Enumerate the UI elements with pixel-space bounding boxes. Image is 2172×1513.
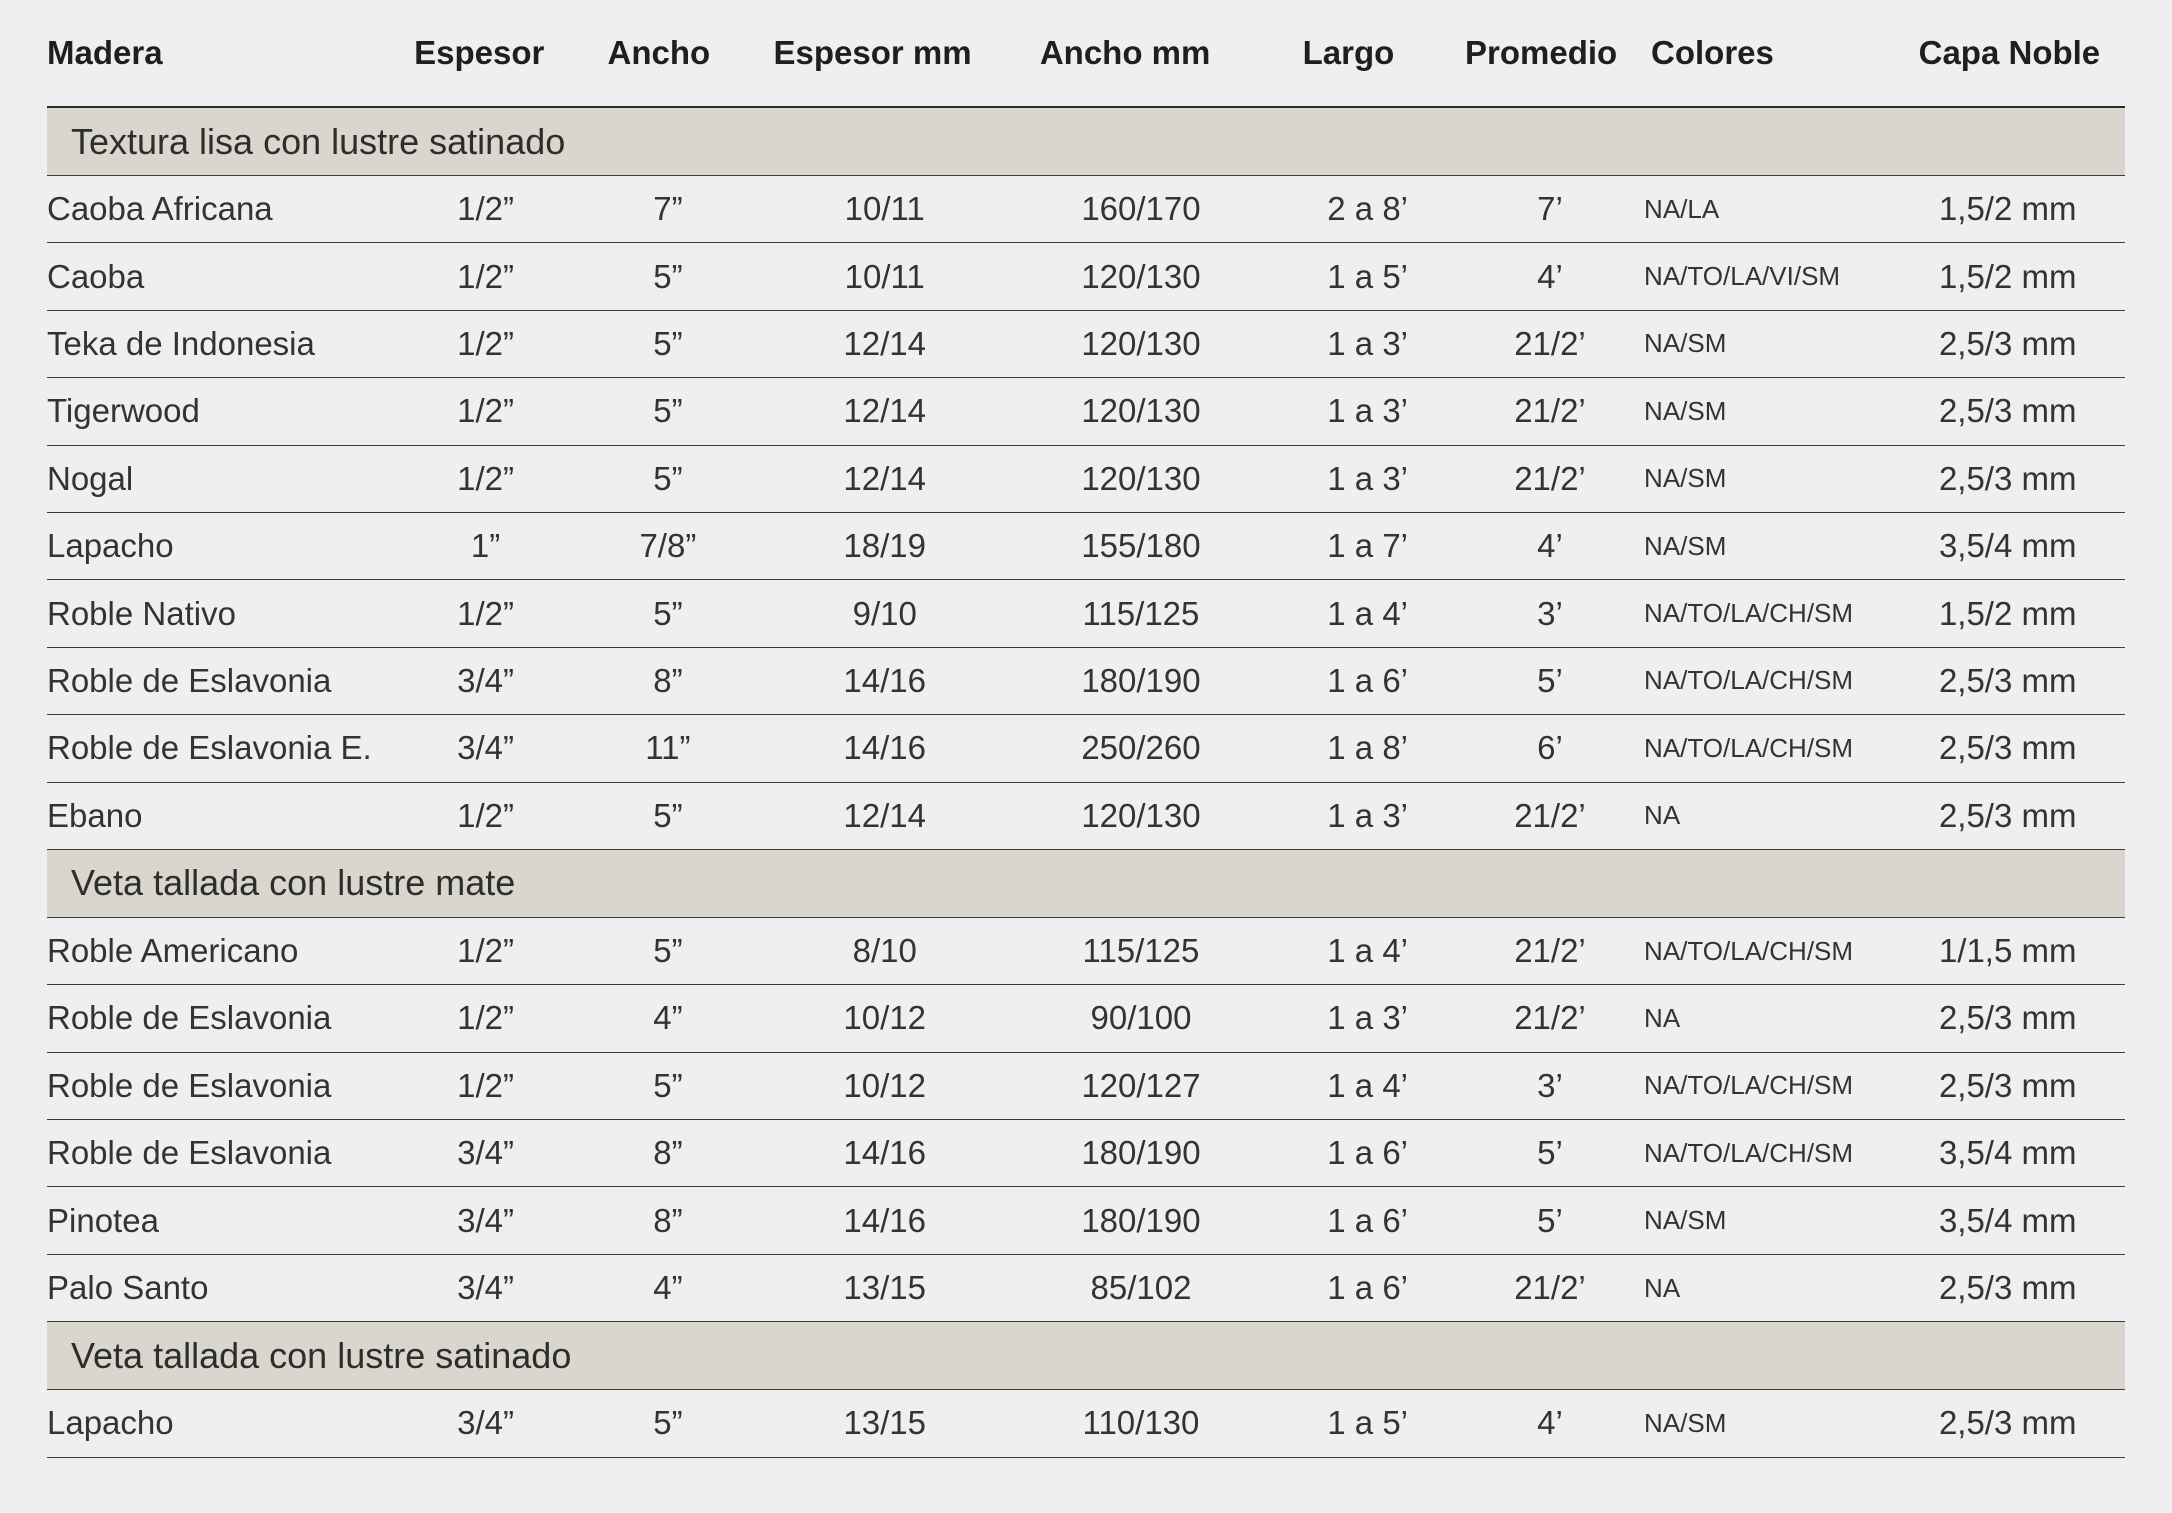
cell-promedio: 21/2’ <box>1514 392 1586 430</box>
table-row <box>47 1120 2125 1187</box>
cell-ancho: 5” <box>653 392 683 430</box>
cell-colores: NA/TO/LA/CH/SM <box>1644 598 1854 629</box>
cell-ancho: 5” <box>653 459 683 497</box>
cell-espesor-mm: 13/15 <box>843 1404 927 1442</box>
cell-largo: 1 a 3’ <box>1327 324 1409 362</box>
cell-madera: Roble Americano <box>47 932 299 970</box>
cell-ancho: 5” <box>653 594 683 632</box>
table-header <box>47 0 2125 108</box>
cell-espesor-mm: 12/14 <box>843 324 927 362</box>
cell-ancho-mm: 110/130 <box>1082 1404 1200 1442</box>
cell-madera: Roble de Eslavonia <box>47 1134 332 1172</box>
cell-espesor: 1/2” <box>457 932 514 970</box>
table-row <box>47 648 2125 715</box>
cell-ancho: 5” <box>653 796 683 834</box>
cell-espesor: 3/4” <box>457 1404 514 1442</box>
cell-colores: NA/TO/LA/CH/SM <box>1644 935 1854 966</box>
table-row <box>47 783 2125 850</box>
cell-capa-noble: 2,5/3 mm <box>1938 729 2077 767</box>
cell-espesor: 1/2” <box>457 459 514 497</box>
cell-capa-noble: 2,5/3 mm <box>1938 1269 2077 1307</box>
cell-capa-noble: 1,5/2 mm <box>1938 257 2077 295</box>
table-row <box>47 1255 2125 1322</box>
cell-ancho-mm: 120/130 <box>1081 324 1201 362</box>
cell-espesor-mm: 9/10 <box>852 594 917 632</box>
cell-largo: 1 a 3’ <box>1327 459 1409 497</box>
table-body <box>47 108 2125 1458</box>
section-header: Textura lisa con lustre satinado <box>47 108 2125 176</box>
cell-madera: Pinotea <box>47 1201 159 1239</box>
cell-ancho-mm: 250/260 <box>1081 729 1201 767</box>
cell-capa-noble: 2,5/3 mm <box>1938 796 2077 834</box>
table-row <box>47 513 2125 580</box>
table-row <box>47 1390 2125 1457</box>
cell-espesor-mm: 12/14 <box>843 796 927 834</box>
cell-espesor: 1/2” <box>457 594 514 632</box>
cell-espesor-mm: 12/14 <box>843 459 927 497</box>
cell-espesor: 1/2” <box>457 1066 514 1104</box>
cell-madera: Nogal <box>47 459 134 497</box>
section-header: Veta tallada con lustre mate <box>47 850 2125 918</box>
cell-promedio: 4’ <box>1537 527 1563 565</box>
cell-promedio: 21/2’ <box>1514 796 1586 834</box>
cell-espesor: 1/2” <box>457 796 514 834</box>
cell-largo: 1 a 4’ <box>1327 1066 1409 1104</box>
cell-ancho: 8” <box>653 1134 683 1172</box>
cell-promedio: 21/2’ <box>1514 324 1586 362</box>
cell-capa-noble: 1,5/2 mm <box>1938 594 2077 632</box>
cell-espesor: 3/4” <box>457 729 514 767</box>
cell-ancho-mm: 90/100 <box>1090 999 1192 1037</box>
table-row <box>47 1053 2125 1120</box>
table-row <box>47 1187 2125 1254</box>
cell-colores: NA <box>1644 1002 1681 1033</box>
cell-ancho-mm: 180/190 <box>1081 1201 1201 1239</box>
cell-colores: NA/SM <box>1644 328 1727 359</box>
cell-ancho-mm: 85/102 <box>1090 1269 1192 1307</box>
cell-largo: 1 a 3’ <box>1327 999 1409 1037</box>
cell-espesor-mm: 8/10 <box>852 932 917 970</box>
section-header: Veta tallada con lustre satinado <box>47 1322 2125 1390</box>
cell-colores: NA/TO/LA/CH/SM <box>1644 665 1854 696</box>
cell-promedio: 3’ <box>1537 594 1563 632</box>
cell-ancho: 8” <box>653 661 683 699</box>
cell-ancho: 5” <box>653 324 683 362</box>
cell-ancho-mm: 120/130 <box>1081 796 1201 834</box>
cell-promedio: 6’ <box>1537 729 1563 767</box>
header-largo: Largo <box>1302 34 1395 71</box>
table-row <box>47 243 2125 310</box>
table-row <box>47 715 2125 782</box>
cell-madera: Lapacho <box>47 527 174 565</box>
header-ancho-mm: Ancho mm <box>1039 34 1211 71</box>
cell-promedio: 5’ <box>1537 1134 1563 1172</box>
cell-ancho: 7/8” <box>639 527 697 565</box>
header-colores: Colores <box>1651 34 1774 71</box>
cell-largo: 1 a 8’ <box>1327 729 1409 767</box>
cell-colores: NA/SM <box>1644 463 1727 494</box>
cell-espesor-mm: 10/12 <box>843 999 927 1037</box>
cell-ancho-mm: 115/125 <box>1082 932 1200 970</box>
cell-madera: Palo Santo <box>47 1269 209 1307</box>
cell-ancho: 4” <box>653 999 683 1037</box>
cell-promedio: 21/2’ <box>1514 459 1586 497</box>
cell-largo: 1 a 6’ <box>1327 1269 1409 1307</box>
header-espesor-mm: Espesor mm <box>773 34 972 71</box>
cell-ancho-mm: 180/190 <box>1081 661 1201 699</box>
cell-ancho-mm: 120/130 <box>1081 392 1201 430</box>
cell-colores: NA/LA <box>1644 193 1720 224</box>
cell-capa-noble: 3,5/4 mm <box>1938 1134 2077 1172</box>
header-ancho: Ancho <box>607 34 711 71</box>
cell-espesor: 1/2” <box>457 392 514 430</box>
cell-colores: NA/TO/LA/CH/SM <box>1644 1070 1854 1101</box>
cell-espesor-mm: 14/16 <box>843 1134 927 1172</box>
cell-ancho-mm: 160/170 <box>1081 190 1201 228</box>
cell-ancho: 7” <box>653 190 683 228</box>
cell-ancho-mm: 180/190 <box>1081 1134 1201 1172</box>
cell-largo: 1 a 5’ <box>1327 257 1409 295</box>
cell-colores: NA <box>1644 800 1681 831</box>
cell-colores: NA/TO/LA/CH/SM <box>1644 1137 1854 1168</box>
cell-espesor: 1/2” <box>457 257 514 295</box>
cell-colores: NA/TO/LA/VI/SM <box>1644 261 1841 292</box>
cell-ancho-mm: 155/180 <box>1081 527 1201 565</box>
cell-ancho: 5” <box>653 932 683 970</box>
cell-colores: NA/TO/LA/CH/SM <box>1644 732 1854 763</box>
table-row <box>47 311 2125 378</box>
cell-capa-noble: 2,5/3 mm <box>1938 661 2077 699</box>
table-row <box>47 985 2125 1052</box>
table-row <box>47 446 2125 513</box>
cell-colores: NA <box>1644 1272 1681 1303</box>
cell-espesor-mm: 14/16 <box>843 661 927 699</box>
cell-espesor: 3/4” <box>457 1269 514 1307</box>
header-madera: Madera <box>47 34 163 71</box>
cell-promedio: 4’ <box>1537 257 1563 295</box>
cell-capa-noble: 2,5/3 mm <box>1938 1404 2077 1442</box>
cell-madera: Roble de Eslavonia <box>47 1066 332 1104</box>
cell-largo: 1 a 6’ <box>1327 1134 1409 1172</box>
cell-capa-noble: 2,5/3 mm <box>1938 459 2077 497</box>
cell-madera: Lapacho <box>47 1404 174 1442</box>
cell-capa-noble: 2,5/3 mm <box>1938 1066 2077 1104</box>
cell-espesor-mm: 13/15 <box>843 1269 927 1307</box>
cell-capa-noble: 3,5/4 mm <box>1938 1201 2077 1239</box>
cell-ancho: 11” <box>645 729 691 767</box>
cell-capa-noble: 2,5/3 mm <box>1938 392 2077 430</box>
cell-ancho: 4” <box>653 1269 683 1307</box>
cell-promedio: 3’ <box>1537 1066 1563 1104</box>
cell-colores: NA/SM <box>1644 395 1727 426</box>
cell-espesor: 3/4” <box>457 1134 514 1172</box>
cell-promedio: 5’ <box>1537 1201 1563 1239</box>
table-row <box>47 378 2125 445</box>
cell-capa-noble: 3,5/4 mm <box>1938 527 2077 565</box>
cell-promedio: 21/2’ <box>1514 999 1586 1037</box>
cell-largo: 1 a 4’ <box>1327 932 1409 970</box>
cell-ancho-mm: 115/125 <box>1082 594 1200 632</box>
cell-espesor: 1/2” <box>457 999 514 1037</box>
cell-ancho: 5” <box>653 1404 683 1442</box>
cell-ancho: 5” <box>653 257 683 295</box>
cell-ancho-mm: 120/127 <box>1081 1066 1201 1104</box>
cell-ancho-mm: 120/130 <box>1081 459 1201 497</box>
cell-ancho-mm: 120/130 <box>1081 257 1201 295</box>
cell-ancho: 5” <box>653 1066 683 1104</box>
cell-colores: NA/SM <box>1644 1407 1727 1438</box>
cell-madera: Teka de Indonesia <box>47 324 315 362</box>
cell-madera: Roble de Eslavonia <box>47 999 332 1037</box>
cell-largo: 1 a 5’ <box>1327 1404 1409 1442</box>
cell-espesor: 3/4” <box>457 1201 514 1239</box>
cell-promedio: 21/2’ <box>1514 1269 1586 1307</box>
cell-promedio: 7’ <box>1537 190 1563 228</box>
cell-madera: Ebano <box>47 796 143 834</box>
cell-ancho: 8” <box>653 1201 683 1239</box>
cell-madera: Roble de Eslavonia E. <box>47 729 372 767</box>
cell-largo: 1 a 6’ <box>1327 1201 1409 1239</box>
cell-capa-noble: 1/1,5 mm <box>1938 932 2077 970</box>
table-row <box>47 176 2125 243</box>
cell-espesor-mm: 10/12 <box>843 1066 927 1104</box>
cell-capa-noble: 2,5/3 mm <box>1938 324 2077 362</box>
cell-espesor-mm: 12/14 <box>843 392 927 430</box>
header-promedio: Promedio <box>1465 34 1618 71</box>
cell-promedio: 5’ <box>1537 661 1563 699</box>
cell-espesor-mm: 10/11 <box>844 257 925 295</box>
cell-colores: NA/SM <box>1644 1205 1727 1236</box>
header-espesor: Espesor <box>414 34 545 71</box>
cell-espesor-mm: 14/16 <box>843 1201 927 1239</box>
cell-espesor: 1” <box>470 527 501 565</box>
wood-spec-table <box>47 0 2125 1458</box>
cell-espesor-mm: 14/16 <box>843 729 927 767</box>
cell-espesor: 1/2” <box>457 190 514 228</box>
cell-espesor-mm: 10/11 <box>844 190 925 228</box>
cell-largo: 1 a 6’ <box>1327 661 1409 699</box>
header-capa-noble: Capa Noble <box>1918 34 2101 71</box>
cell-espesor: 1/2” <box>457 324 514 362</box>
cell-capa-noble: 2,5/3 mm <box>1938 999 2077 1037</box>
cell-madera: Caoba <box>47 257 145 295</box>
cell-promedio: 21/2’ <box>1514 932 1586 970</box>
cell-largo: 1 a 3’ <box>1327 796 1409 834</box>
cell-largo: 1 a 4’ <box>1327 594 1409 632</box>
cell-madera: Caoba Africana <box>47 190 273 228</box>
table-row <box>47 580 2125 647</box>
cell-capa-noble: 1,5/2 mm <box>1938 190 2077 228</box>
cell-promedio: 4’ <box>1537 1404 1563 1442</box>
cell-colores: NA/SM <box>1644 530 1727 561</box>
cell-madera: Tigerwood <box>47 392 200 430</box>
cell-espesor-mm: 18/19 <box>843 527 927 565</box>
cell-largo: 1 a 7’ <box>1327 527 1409 565</box>
cell-espesor: 3/4” <box>457 661 514 699</box>
cell-madera: Roble Nativo <box>47 594 236 632</box>
cell-madera: Roble de Eslavonia <box>47 661 332 699</box>
table-row <box>47 918 2125 985</box>
cell-largo: 1 a 3’ <box>1327 392 1409 430</box>
cell-largo: 2 a 8’ <box>1327 190 1409 228</box>
